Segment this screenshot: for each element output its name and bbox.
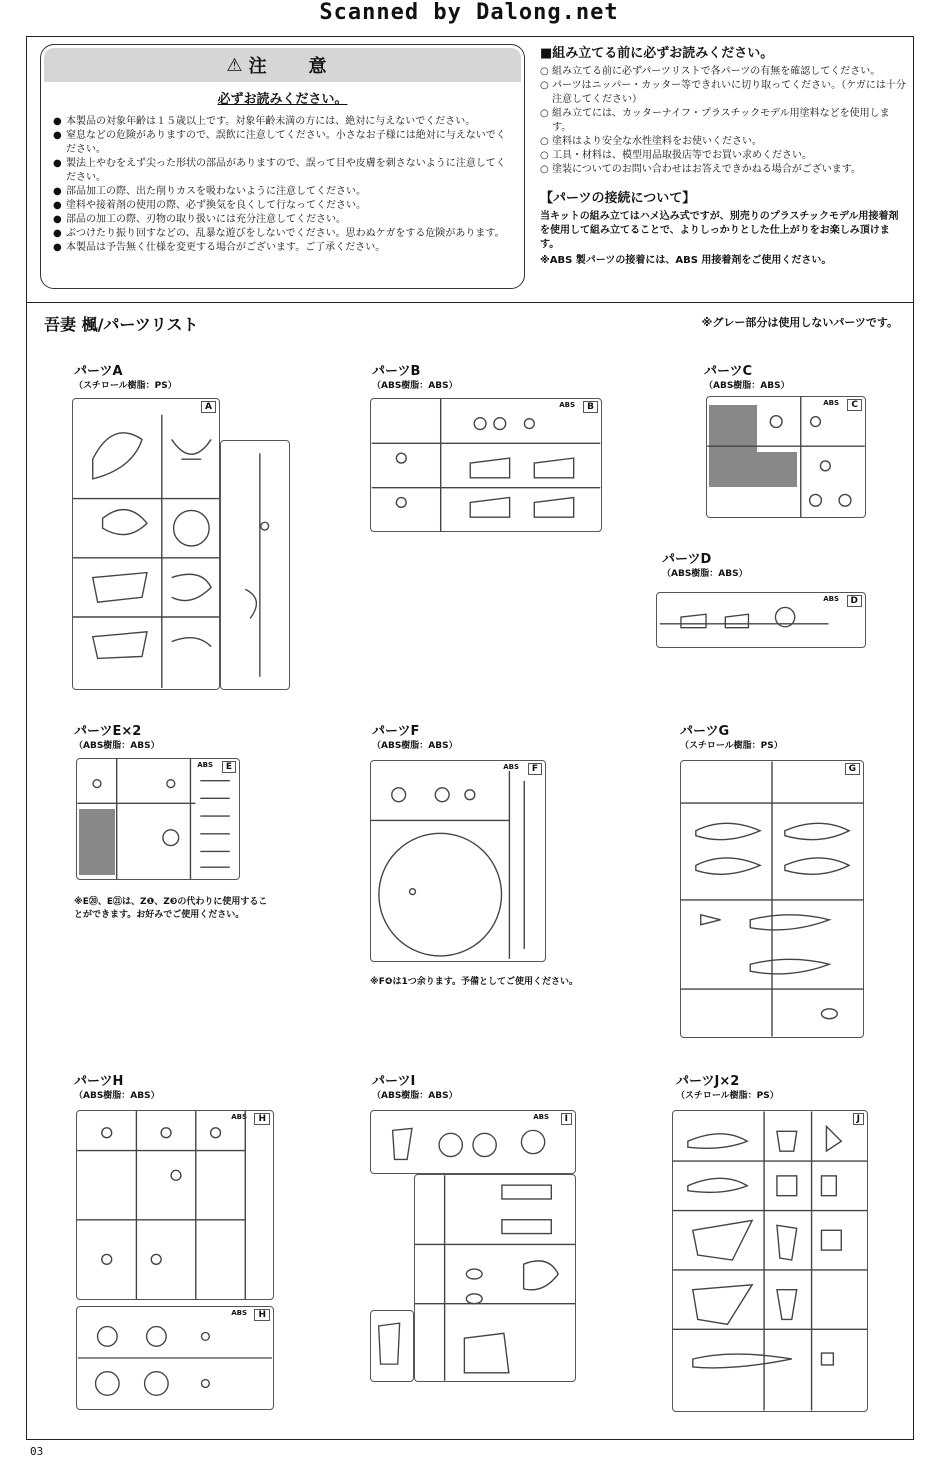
runner-j [672,1110,868,1412]
connection-title: 【パーツの接続について】 [540,191,696,206]
part-f-label [372,724,458,754]
part-a-label [74,364,177,394]
runner-a-code: A [201,401,216,413]
connection-text: 当キットの組み立てはハメ込み式ですが、別売りのプラスチックモデル用接着剤を使用して組み立てることで、よりしっかりとした仕上がりをお楽しみ頂けます。 [540,211,899,250]
part-i-label [372,1074,458,1104]
caution-box [40,44,525,289]
runner-h-lower-code: H [254,1309,270,1321]
caution-item: ● 部品の加工の際、刃物の取り扱いには充分注意してください。 [53,213,514,227]
runner-e-drawing [77,759,239,879]
part-f-material: （ABS樹脂：ABS） [372,741,458,751]
runner-f-code: F [528,763,542,775]
part-d-material: （ABS樹脂：ABS） [662,569,748,579]
part-d-name: パーツD [662,552,712,567]
runner-i-side-drawing [371,1311,413,1381]
notes-list [540,65,908,177]
warning-icon: ⚠ [226,54,243,76]
notes-item: ○ 塗装についてのお問い合わせはお答えできかねる場合がございます。 [540,163,908,177]
part-c-material: （ABS樹脂：ABS） [704,381,790,391]
runner-a-ext-drawing [221,441,289,689]
caution-item: ● 塗料や接着剤の使用の際、必ず換気を良くして行なってください。 [53,199,514,213]
part-j-label [676,1074,779,1104]
part-e-label [74,724,160,754]
runner-g-drawing [681,761,863,1037]
part-a-name: パーツA [74,364,123,379]
caution-item: ● 本製品は予告無く仕様を変更する場合がございます。ご了承ください。 [53,241,514,255]
part-c-name: パーツC [704,364,753,379]
runner-i-top [370,1110,576,1174]
runner-h [76,1110,274,1300]
part-h-label [74,1074,160,1104]
runner-i-abs: ABS [533,1113,549,1121]
part-i-material: （ABS樹脂：ABS） [372,1091,458,1101]
runner-j-drawing [673,1111,867,1411]
runner-c-abs: ABS [823,399,839,407]
runner-j-code: J [853,1113,864,1125]
caution-item: ● 製法上やむをえず尖った形状の部品がありますので、誤って目や皮膚を刺さないように注意してください。 [53,157,514,185]
runner-i-top-drawing [371,1111,575,1173]
parts-list-title: 吾妻 楓/パーツリスト [44,315,199,334]
runner-e-code: E [222,761,236,773]
scanner-watermark: Scanned by Dalong.net [319,0,619,25]
part-g-label [680,724,783,754]
part-c-label [704,364,790,394]
runner-i [414,1174,576,1382]
runner-c-drawing [707,397,865,517]
caution-header [44,48,521,82]
part-j-material: （スチロール樹脂：PS） [676,1091,779,1101]
part-b-material: （ABS樹脂：ABS） [372,381,458,391]
runner-f-drawing [371,761,545,961]
runner-i-drawing [415,1175,575,1381]
caution-subtitle: 必ずお読みください。 [217,92,348,107]
runner-b-drawing [371,399,601,531]
runner-i-code: I [561,1113,572,1125]
runner-e-abs: ABS [197,761,213,769]
grey-parts-note: ※グレー部分は使用しないパーツです。 [701,316,898,329]
part-g-name: パーツG [680,724,730,739]
page-number: 03 [30,1445,44,1458]
runner-h-code: H [254,1113,270,1125]
runner-i-side [370,1310,414,1382]
runner-h-lower-drawing [77,1307,273,1409]
abs-note: ※ABS 製パーツの接着には、ABS 用接着剤をご使用ください。 [540,255,832,266]
runner-g-code: G [845,763,860,775]
caution-item: ● 窒息などの危険がありますので、誤飲に注意してください。小さなお子様には絶対に与えないでください。 [53,129,514,157]
runner-c-code: C [847,399,862,411]
notes-item: ○ 塗料はより安全な水性塗料をお使いください。 [540,135,908,149]
runner-b-code: B [583,401,598,413]
part-d-label [662,552,748,582]
part-f-name: パーツF [372,724,420,739]
caution-item: ● ぶつけたり振り回すなどの、乱暴な遊びをしないでください。思わぬケガをする危険があります。 [53,227,514,241]
runner-f [370,760,546,962]
part-a-material: （スチロール樹脂：PS） [74,381,177,391]
runner-a-extension [220,440,290,690]
part-h-material: （ABS樹脂：ABS） [74,1091,160,1101]
part-e-material: （ABS樹脂：ABS） [74,741,160,751]
part-h-name: パーツH [74,1074,124,1089]
part-e-note: ※E⑳、E㉑は、Z❶、Z❸の代わりに使用することができます。お好みでご使用ください。 [74,897,268,920]
runner-h-lower-abs: ABS [231,1309,247,1317]
part-i-name: パーツI [372,1074,416,1089]
part-f-note: ※F❹は1つ余ります。予備としてご使用ください。 [370,977,579,987]
part-b-name: パーツB [372,364,421,379]
runner-a-drawing [73,399,219,689]
part-j-name: パーツJ×2 [676,1074,740,1089]
section-divider [26,302,914,303]
runner-h-abs: ABS [231,1113,247,1121]
runner-d-drawing [657,593,865,647]
part-g-material: （スチロール樹脂：PS） [680,741,783,751]
notes-item: ○ 工具・材料は、模型用品取扱店等でお買い求めください。 [540,149,908,163]
part-b-label [372,364,458,394]
notes-item: ○ 組み立てる前に必ずパーツリストで各パーツの有無を確認してください。 [540,65,908,79]
notes-item: ○ 組み立てには、カッターナイフ・プラスチックモデル用塗料などを使用します。 [540,107,908,135]
runner-e [76,758,240,880]
runner-d [656,592,866,648]
runner-h-drawing [77,1111,273,1299]
runner-a [72,398,220,690]
caution-title: 注 意 [248,56,339,77]
runner-d-code: D [847,595,862,607]
runner-f-abs: ABS [503,763,519,771]
caution-item: ● 部品加工の際、出た削りカスを吸わないように注意してください。 [53,185,514,199]
runner-d-abs: ABS [823,595,839,603]
assembly-notes [540,42,908,268]
caution-list [41,115,524,255]
runner-c [706,396,866,518]
runner-h-lower [76,1306,274,1410]
notes-item: ○ パーツはニッパー・カッター等できれいに切り取ってください。（ケガには十分注意してください） [540,79,908,107]
part-e-name: パーツE×2 [74,724,142,739]
runner-b [370,398,602,532]
caution-item: ● 本製品の対象年齢は１５歳以上です。対象年齢未満の方には、絶対に与えないでください。 [53,115,514,129]
notes-title: ■組み立てる前に必ずお読みください。 [540,46,774,61]
runner-b-abs: ABS [559,401,575,409]
runner-g [680,760,864,1038]
